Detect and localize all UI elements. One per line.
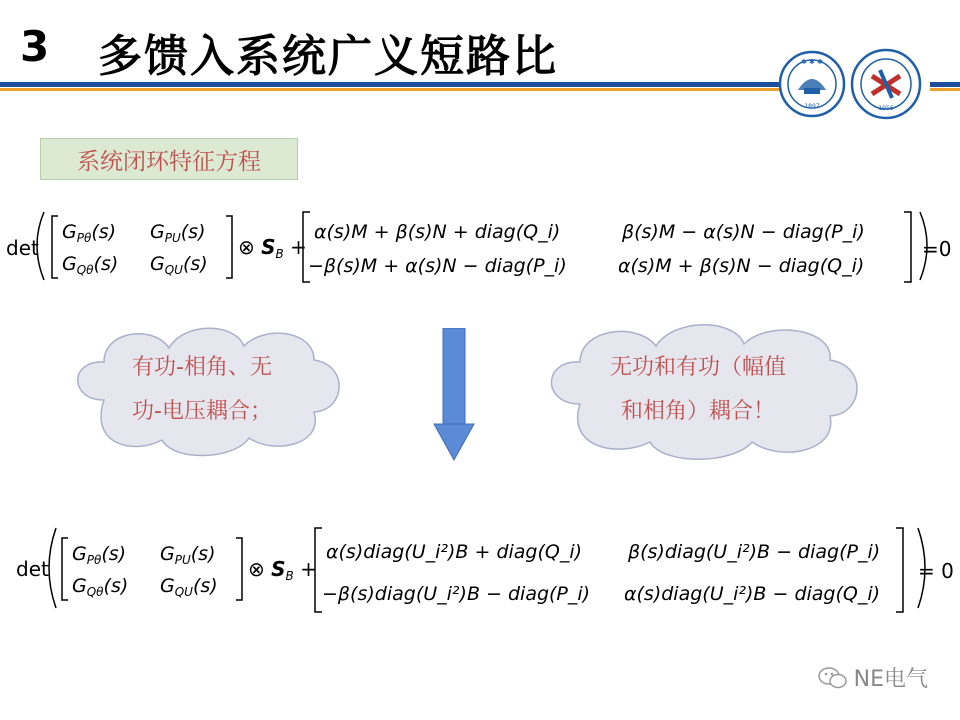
eq2-rhs: = 0 [918,559,954,583]
cloud-left-line2: 功-电压耦合； [132,399,272,424]
equation-2 [0,518,960,618]
page-title: 多馈入系统广义短路比 [98,31,558,82]
section-label: 系统闭环特征方程 [40,138,298,180]
svg-text:GQU(s): $G_{QU}(s)$ [150,253,208,277]
eq1-det: det [6,236,39,260]
watermark [818,662,928,693]
cloud-right-text [578,346,818,434]
svg-text:GQθ(s): $G_{Q\theta}(s)$ [62,253,119,277]
equation-1 [0,200,960,290]
hust-emblem-icon [850,48,922,120]
zju-emblem-icon [778,50,846,118]
down-arrow-icon [432,328,476,462]
eq1-r11: α(s)M + β(s)N + diag(Q_i) [314,221,561,243]
eq1-r22: α(s)M + β(s)N − diag(Q_i) [618,255,865,277]
eq2-r22: α(s)diag(U_i²)B − diag(Q_i) [624,583,881,605]
eq1-r21: −β(s)M + α(s)N − diag(P_i) [308,255,567,277]
svg-text:GQθ(s): $G_{Q\theta}(s)$ [72,575,129,599]
eq2-r12: β(s)diag(U_i²)B − diag(P_i) [628,541,881,563]
svg-text:GPU(s): $G_{PU}(s)$ [150,221,206,245]
header-rule-orange [0,88,780,91]
cloud-right-line2: 和相角）耦合！ [620,399,775,424]
eq1-rhs: =0 [922,237,952,261]
svg-text:⊗ SB +: ⊗ $S_B$ + [238,235,307,261]
watermark-text: NE电气 [853,667,928,692]
eq1-r12: β(s)M − α(s)N − diag(P_i) [622,221,865,243]
svg-text:GPθ(s): $G_{P\theta}(s)$ [62,221,117,245]
svg-text:GQU(s): $G_{QU}(s)$ [160,575,218,599]
section-number: 3 [20,22,50,71]
svg-text:✱ ✱ ✱: ✱ ✱ ✱ [800,58,824,66]
svg-text:GPU(s): $G_{PU}(s)$ [160,543,216,567]
svg-text:⊗ SB +: ⊗ $S_B$ + [248,557,317,583]
header-rule-blue-right [930,82,960,87]
header-rule-blue [0,82,780,87]
cloud-right-line1: 无功和有功（幅值 [609,355,786,380]
svg-text:1956: 1956 [878,105,894,112]
eq2-det: det [16,557,49,581]
cloud-left-text [92,346,312,434]
header-rule-orange-right [930,88,960,91]
eq2-r11: α(s)diag(U_i²)B + diag(Q_i) [326,541,583,563]
eq2-r21: −β(s)diag(U_i²)B − diag(P_i) [322,583,591,605]
svg-text:1897: 1897 [804,103,820,110]
svg-text:GPθ(s): $G_{P\theta}(s)$ [72,543,127,567]
wechat-icon [818,665,848,691]
cloud-left-line1: 有功-相角、无 [132,355,272,380]
